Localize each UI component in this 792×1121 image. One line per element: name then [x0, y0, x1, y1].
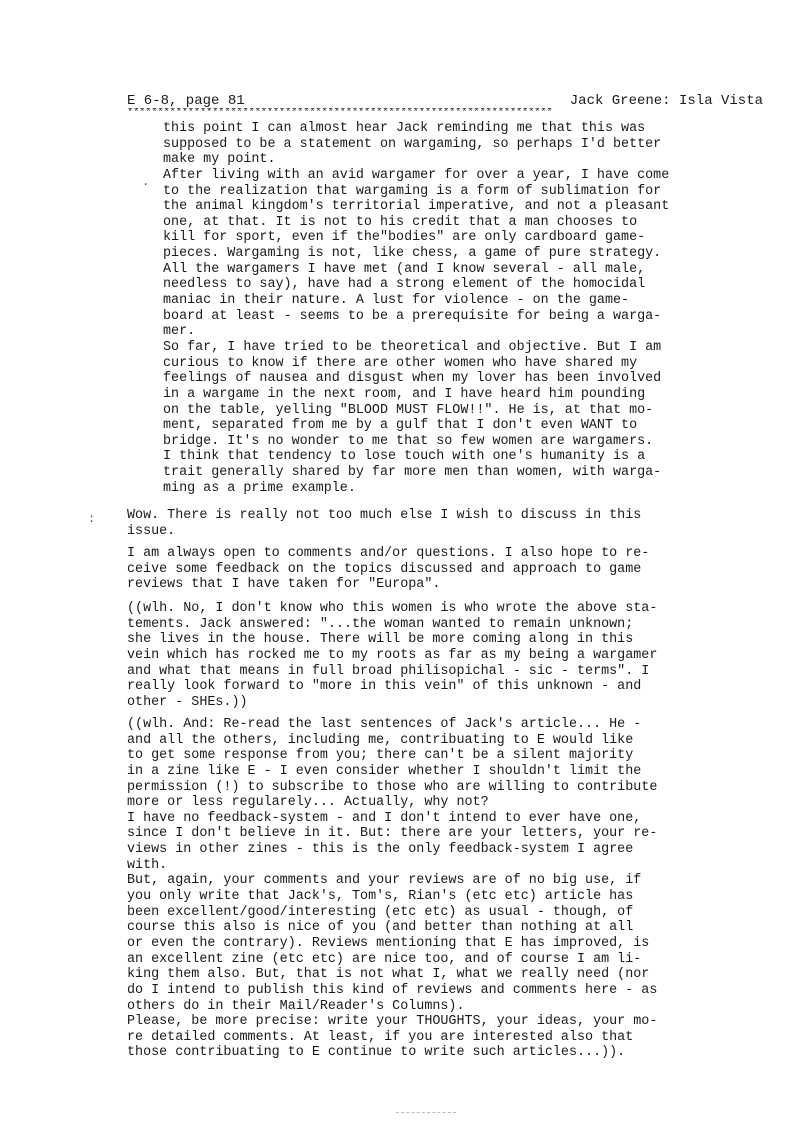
text-line: she lives in the house. There will be more coming along in this — [127, 632, 634, 648]
text-line: or even the contrary). Reviews mentioning that E has improved, is — [127, 935, 650, 951]
header-rule-stars: ********************************************************************** — [127, 108, 553, 118]
text-line: ((wlh. And: Re-read the last sentences of Jack's article... He - — [127, 717, 642, 732]
text-line: issue. — [127, 523, 176, 539]
text-line: I think that tendency to lose touch with one's humanity is a — [163, 449, 646, 465]
indented-statement — [163, 121, 669, 496]
page-header — [127, 93, 763, 109]
text-line: do I intend to publish this kind of reviews and comments here - as — [127, 982, 658, 998]
text-line: But, again, your comments and your reviews are of no big use, if — [127, 873, 642, 889]
text-line: this point I can almost hear Jack reminding me that this was — [163, 121, 646, 136]
text-line: needless to say), have had a strong element of the homocidal — [163, 277, 646, 293]
text-line: others do in their Mail/Reader's Columns). — [127, 998, 465, 1014]
text-line: Wow. There is really not too much else I wish to discuss in this — [127, 508, 642, 523]
text-line: you only write that Jack's, Tom's, Rian's (etc etc) article has — [127, 889, 634, 905]
text-line: re detailed comments. At least, if you are interested also that — [127, 1029, 634, 1045]
text-line: ((wlh. No, I don't know who this women is who wrote the above sta- — [127, 601, 658, 616]
text-line: mer. — [163, 324, 196, 340]
text-line: to get some response from you; there can't be a silent majority — [127, 748, 634, 764]
text-line: really look forward to "more in this vein" of this unknown - and — [127, 679, 642, 695]
text-line: ming as a prime example. — [163, 480, 356, 496]
text-line: board at least - seems to be a prerequisite for being a warga- — [163, 308, 662, 324]
text-line: ceive some feedback on the topics discussed and approach to game — [127, 561, 642, 577]
text-line: Please, be more precise: write your THOUGHTS, your ideas, your mo- — [127, 1014, 658, 1030]
paragraph-open-to-comments — [127, 546, 649, 593]
text-line: reviews that I have taken for "Europa". — [127, 577, 441, 593]
paragraph-wow — [127, 508, 641, 539]
text-line: in a zine like E - I even consider whether I shouldn't limit the — [127, 763, 642, 779]
text-line: feelings of nausea and disgust when my lover has been involved — [163, 371, 662, 387]
text-line: since I don't believe in it. But: there are your letters, your re- — [127, 826, 658, 842]
text-line: So far, I have tried to be theoretical and objective. But I am — [163, 339, 662, 355]
margin-colon-mark: : — [88, 512, 96, 526]
text-line: make my point. — [163, 152, 276, 168]
text-line: curious to know if there are other women who have shared my — [163, 355, 638, 371]
text-line: I am always open to comments and/or questions. I also hope to re- — [127, 546, 650, 561]
text-line: All the wargamers I have met (and I know several - all male, — [163, 261, 646, 277]
margin-dot: . — [142, 175, 150, 189]
page-number-label: E 6-8, page 81 — [127, 93, 245, 109]
text-line: one, at that. It is not to his credit that a man chooses to — [163, 214, 638, 230]
text-line: been excellent/good/interesting (etc etc) as usual - though, of — [127, 904, 634, 920]
text-line: permission (!) to subscribe to those who are willing to contribute — [127, 779, 658, 795]
text-line: more or less regularely... Actually, why not? — [127, 795, 489, 811]
text-line: trait generally shared by far more men than women, with warga- — [163, 465, 662, 481]
text-line: I have no feedback-system - and I don't intend to ever have one, — [127, 810, 642, 826]
text-line: with. — [127, 857, 168, 873]
text-line: those contribuating to E continue to write such articles...)). — [127, 1045, 626, 1061]
text-line: pieces. Wargaming is not, like chess, a game of pure strategy. — [163, 246, 662, 262]
text-line: maniac in their nature. A lust for violence - on the game- — [163, 293, 630, 309]
text-line: king them also. But, that is not what I, what we really need (nor — [127, 967, 650, 983]
text-line: views in other zines - this is the only feedback-system I agree — [127, 842, 634, 858]
text-line: ment, separated from me by a gulf that I don't even WANT to — [163, 418, 638, 434]
text-line: an excellent zine (etc etc) are nice too, and of course I am li- — [127, 951, 642, 967]
text-line: the animal kingdom's territorial imperative, and not a pleasant — [163, 199, 670, 215]
text-line: supposed to be a statement on wargaming, so perhaps I'd better — [163, 136, 662, 152]
text-line: on the table, yelling "BLOOD MUST FLOW!!". He is, at that mo- — [163, 402, 654, 418]
text-line: other - SHEs.)) — [127, 694, 248, 710]
author-location-label: Jack Greene: Isla Vista — [569, 93, 763, 109]
text-line: After living with an avid wargamer for over a year, I have come — [163, 167, 670, 183]
text-line: and all the others, including me, contribuating to E would like — [127, 732, 634, 748]
footer-dash — [396, 1112, 456, 1114]
text-line: in a wargame in the next room, and I have heard him pounding — [163, 386, 646, 402]
text-line: vein which has rocked me to my roots as far as my being a wargamer — [127, 647, 658, 663]
text-line: and what that means in full broad philisopichal - sic - terms". I — [127, 663, 650, 679]
text-line: kill for sport, even if the"bodies" are only cardboard game- — [163, 230, 646, 246]
text-line: tements. Jack answered: "...the woman wanted to remain unknown; — [127, 616, 634, 632]
text-line: bridge. It's no wonder to me that so few women are wargamers. — [163, 433, 654, 449]
paragraph-wlh-note-1 — [127, 601, 657, 710]
text-line: course this also is nice of you (and better than nothing at all — [127, 920, 634, 936]
paragraph-wlh-note-2 — [127, 717, 657, 1061]
text-line: to the realization that wargaming is a form of sublimation for — [163, 183, 662, 199]
